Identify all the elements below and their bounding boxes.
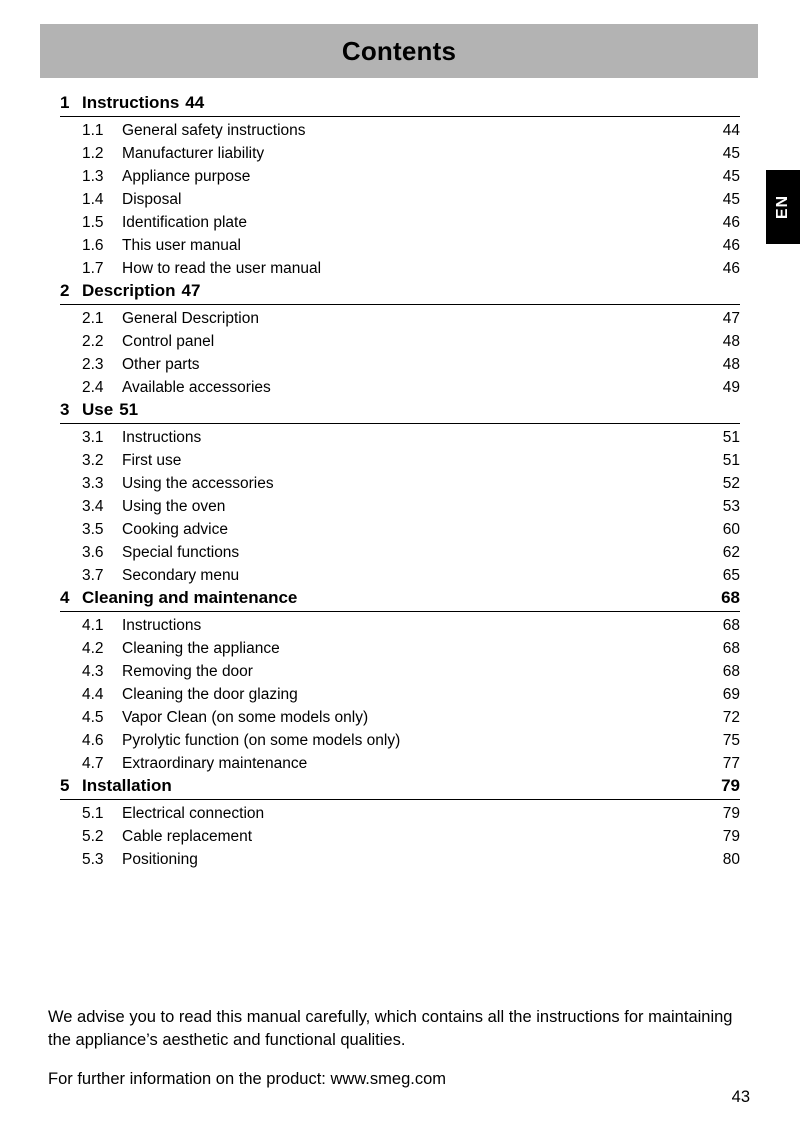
toc-chapter-number: 4 bbox=[60, 588, 70, 607]
toc-entry-title: First use bbox=[122, 452, 182, 469]
toc-entry-page: 72 bbox=[722, 709, 740, 726]
toc-entry-title: Cable replacement bbox=[122, 828, 253, 845]
toc-entry-title: Secondary menu bbox=[122, 567, 240, 584]
toc-entry[interactable] bbox=[60, 376, 740, 399]
toc-entry[interactable] bbox=[60, 449, 740, 472]
toc-entry[interactable] bbox=[60, 706, 740, 729]
page-title: Contents bbox=[341, 35, 457, 66]
toc-entry-number: 2.4 bbox=[82, 379, 104, 396]
toc-entry-number: 4.5 bbox=[82, 709, 104, 726]
toc-chapter-page: 51 bbox=[119, 400, 139, 419]
toc-entry-page: 68 bbox=[722, 640, 740, 657]
toc-entry[interactable] bbox=[60, 188, 740, 211]
toc-entry-page: 53 bbox=[722, 498, 740, 515]
toc-entry-page: 60 bbox=[722, 521, 740, 538]
toc-entry-page: 68 bbox=[722, 617, 740, 634]
toc-entry-page: 45 bbox=[722, 145, 740, 162]
toc-entry[interactable] bbox=[60, 307, 740, 330]
toc-chapter-number: 2 bbox=[60, 281, 70, 300]
toc-entry[interactable] bbox=[60, 518, 740, 541]
toc-entry-title: Positioning bbox=[122, 851, 198, 868]
toc-chapter-title: Description bbox=[82, 281, 176, 300]
toc-entry[interactable] bbox=[60, 353, 740, 376]
toc-entry-page: 52 bbox=[722, 475, 740, 492]
toc-entry-title: Disposal bbox=[122, 191, 182, 208]
toc-entry[interactable] bbox=[60, 142, 740, 165]
toc-entry-number: 1.4 bbox=[82, 191, 104, 208]
toc-entry[interactable] bbox=[60, 257, 740, 280]
toc-chapter-heading[interactable] bbox=[60, 399, 740, 424]
toc-entry-title: This user manual bbox=[122, 237, 241, 254]
toc-entry-title: Available accessories bbox=[122, 379, 271, 396]
toc-entry-page: 45 bbox=[722, 168, 740, 185]
toc-chapter-page: 44 bbox=[185, 93, 205, 112]
toc-chapter-heading[interactable] bbox=[60, 280, 740, 305]
toc-entry-page: 80 bbox=[722, 851, 740, 868]
toc-entry[interactable] bbox=[60, 614, 740, 637]
toc-entry-title: Instructions bbox=[122, 429, 202, 446]
toc-entry-title: General Description bbox=[122, 310, 259, 327]
toc-entry-number: 5.1 bbox=[82, 805, 104, 822]
toc-entry-title: Appliance purpose bbox=[122, 168, 251, 185]
toc-entry-page: 48 bbox=[722, 333, 740, 350]
toc-entry[interactable] bbox=[60, 426, 740, 449]
toc-chapter-page: 68 bbox=[721, 588, 740, 607]
footer-note-paragraph-2: For further information on the product: www.smeg.com bbox=[48, 1070, 446, 1088]
toc-entry-title: Special functions bbox=[122, 544, 240, 561]
toc-chapter-heading[interactable] bbox=[60, 92, 740, 117]
toc-entry-number: 4.6 bbox=[82, 732, 104, 749]
toc-entry-title: Cleaning the appliance bbox=[122, 640, 280, 657]
toc-entry-title: Identification plate bbox=[122, 214, 247, 231]
toc-entry-page: 48 bbox=[722, 356, 740, 373]
toc-entry-page: 46 bbox=[722, 237, 740, 254]
toc-entry-number: 4.1 bbox=[82, 617, 104, 634]
toc-chapter-number: 1 bbox=[60, 93, 70, 112]
toc-entry-page: 46 bbox=[722, 260, 740, 277]
toc-entry-number: 3.1 bbox=[82, 429, 104, 446]
toc-entry-page: 62 bbox=[722, 544, 740, 561]
toc-chapter-number: 3 bbox=[60, 400, 70, 419]
toc-chapter-heading[interactable] bbox=[60, 587, 740, 612]
toc-entry-title: Cleaning the door glazing bbox=[122, 686, 298, 703]
toc-entry[interactable] bbox=[60, 802, 740, 825]
toc-entry-page: 51 bbox=[722, 452, 740, 469]
toc-entry-title: General safety instructions bbox=[122, 122, 306, 139]
toc-entry-title: Extraordinary maintenance bbox=[122, 755, 308, 772]
toc-chapter-page: 47 bbox=[181, 281, 201, 300]
toc-entry-number: 2.3 bbox=[82, 356, 104, 373]
toc-entry[interactable] bbox=[60, 752, 740, 775]
toc-entry-number: 1.5 bbox=[82, 214, 104, 231]
toc-entry[interactable] bbox=[60, 234, 740, 257]
toc-entry-number: 4.3 bbox=[82, 663, 104, 680]
toc-entry-title: How to read the user manual bbox=[122, 260, 322, 277]
toc-entry-page: 44 bbox=[722, 122, 740, 139]
toc-entry[interactable] bbox=[60, 472, 740, 495]
toc-entry-page: 45 bbox=[722, 191, 740, 208]
toc-chapter-number: 5 bbox=[60, 776, 70, 795]
toc-entry-title: Instructions bbox=[122, 617, 202, 634]
toc-entry[interactable] bbox=[60, 660, 740, 683]
toc-entry-title: Using the oven bbox=[122, 498, 226, 515]
toc-entry[interactable] bbox=[60, 848, 740, 871]
toc-entry[interactable] bbox=[60, 637, 740, 660]
toc-entry-number: 1.2 bbox=[82, 145, 104, 162]
language-tab-label: EN bbox=[773, 194, 791, 220]
toc-chapter-title: Use bbox=[82, 400, 114, 419]
toc-entry-number: 4.2 bbox=[82, 640, 104, 657]
toc-entry-page: 47 bbox=[722, 310, 740, 327]
toc-entry[interactable] bbox=[60, 541, 740, 564]
toc-entry[interactable] bbox=[60, 330, 740, 353]
toc-entry-number: 5.2 bbox=[82, 828, 104, 845]
toc-entry-page: 46 bbox=[722, 214, 740, 231]
toc-chapter-title: Instructions bbox=[82, 93, 180, 112]
toc-entry-page: 79 bbox=[722, 805, 740, 822]
toc-entry-title: Vapor Clean (on some models only) bbox=[122, 709, 369, 726]
toc-entry[interactable] bbox=[60, 165, 740, 188]
toc-entry-page: 75 bbox=[722, 732, 740, 749]
toc-entry-title: Cooking advice bbox=[122, 521, 228, 538]
toc-entry-page: 79 bbox=[722, 828, 740, 845]
toc-entry-title: Using the accessories bbox=[122, 475, 274, 492]
toc-entry-number: 3.4 bbox=[82, 498, 104, 515]
toc-entry-title: Control panel bbox=[122, 333, 215, 350]
toc-entry[interactable] bbox=[60, 211, 740, 234]
toc-entry[interactable] bbox=[60, 825, 740, 848]
toc-entry-page: 51 bbox=[722, 429, 740, 446]
toc-entry-number: 1.6 bbox=[82, 237, 104, 254]
toc-entry-number: 3.6 bbox=[82, 544, 104, 561]
contents-header-bar bbox=[40, 24, 758, 78]
toc-entry[interactable] bbox=[60, 495, 740, 518]
toc-entry-number: 2.1 bbox=[82, 310, 104, 327]
toc-entry-page: 65 bbox=[722, 567, 740, 584]
toc-chapter-page: 79 bbox=[721, 776, 740, 795]
footer-note-paragraph-1: We advise you to read this manual carefully, which contains all the instructions for maintaining the appliance’s aesthetic and functional qualities. bbox=[48, 1008, 733, 1049]
toc-entry-number: 4.7 bbox=[82, 755, 104, 772]
toc-entry-number: 3.3 bbox=[82, 475, 104, 492]
toc-entry[interactable] bbox=[60, 683, 740, 706]
toc-entry-page: 49 bbox=[722, 379, 740, 396]
toc-entry-number: 1.7 bbox=[82, 260, 104, 277]
toc-entry-number: 3.7 bbox=[82, 567, 104, 584]
toc-entry-number: 2.2 bbox=[82, 333, 104, 350]
toc-entry-number: 4.4 bbox=[82, 686, 104, 703]
page-number: 43 bbox=[731, 1088, 750, 1106]
toc-entry-number: 1.3 bbox=[82, 168, 104, 185]
toc-entry[interactable] bbox=[60, 119, 740, 142]
toc-entry-number: 3.2 bbox=[82, 452, 104, 469]
toc-chapter-heading[interactable] bbox=[60, 775, 740, 800]
toc-entry-page: 68 bbox=[722, 663, 740, 680]
toc-chapter-title: Installation bbox=[82, 776, 172, 795]
toc-entry-number: 1.1 bbox=[82, 122, 104, 139]
toc-entry-title: Electrical connection bbox=[122, 805, 265, 822]
toc-entry[interactable] bbox=[60, 729, 740, 752]
toc-entry-title: Other parts bbox=[122, 356, 200, 373]
language-tab-en bbox=[766, 170, 800, 244]
toc-entry-page: 77 bbox=[722, 755, 740, 772]
toc-chapter-title: Cleaning and maintenance bbox=[82, 588, 298, 607]
toc-entry-title: Removing the door bbox=[122, 663, 253, 680]
toc-entry-title: Manufacturer liability bbox=[122, 145, 265, 162]
toc-entry-number: 3.5 bbox=[82, 521, 104, 538]
toc-entry-page: 69 bbox=[722, 686, 740, 703]
toc-entry-title: Pyrolytic function (on some models only) bbox=[122, 732, 401, 749]
toc-entry[interactable] bbox=[60, 564, 740, 587]
footer-note bbox=[48, 1006, 748, 1091]
table-of-contents bbox=[60, 92, 740, 871]
toc-entry-number: 5.3 bbox=[82, 851, 104, 868]
